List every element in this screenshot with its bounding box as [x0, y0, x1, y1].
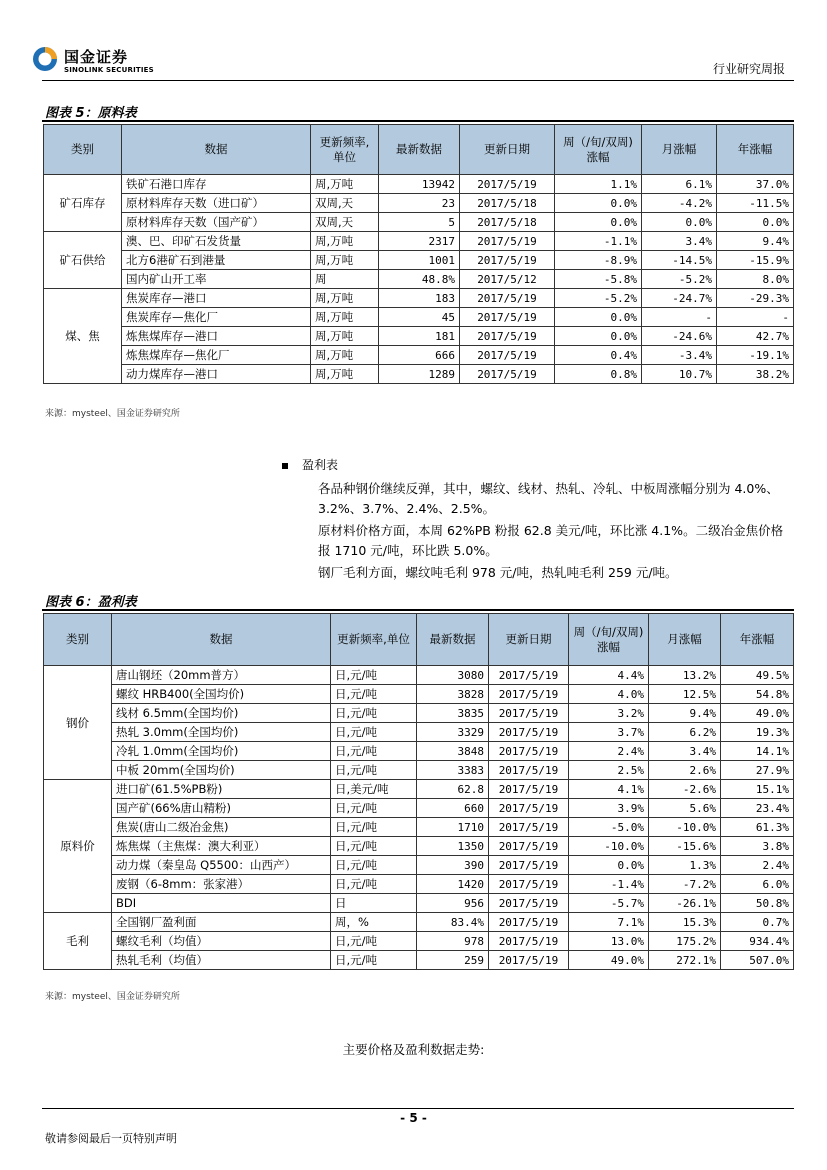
cell-year: -19.1%	[717, 346, 794, 365]
column-header: 最新数据	[379, 125, 460, 175]
cell-unit: 周,万吨	[311, 289, 379, 308]
cell-unit: 周,万吨	[311, 308, 379, 327]
table-row	[44, 666, 794, 685]
cell-latest: 660	[417, 799, 489, 818]
cell-week: -1.4%	[569, 875, 649, 894]
cell-name: 螺纹 HRB400(全国均价)	[112, 685, 331, 704]
cell-week: -1.1%	[555, 232, 642, 251]
paragraph-steel-prices: 各品种钢价继续反弹，其中，螺纹、线材、热轧、冷轧、中板周涨幅分别为 4.0%、3.2%、3.7%、2.4%、2.5%。	[318, 481, 779, 516]
category-cell: 煤、焦	[44, 289, 122, 384]
cell-date: 2017/5/19	[489, 685, 569, 704]
cell-name: 澳、巴、印矿石发货量	[122, 232, 311, 251]
cell-year: 54.8%	[721, 685, 794, 704]
column-header: 更新频率,单位	[331, 614, 417, 666]
cell-latest: 390	[417, 856, 489, 875]
cell-latest: 45	[379, 308, 460, 327]
cell-latest: 978	[417, 932, 489, 951]
cell-date: 2017/5/18	[460, 213, 555, 232]
column-header: 更新日期	[489, 614, 569, 666]
cell-unit: 日,元/吨	[331, 704, 417, 723]
cell-unit: 周,万吨	[311, 232, 379, 251]
cell-date: 2017/5/18	[460, 194, 555, 213]
cell-month: -7.2%	[649, 875, 721, 894]
cell-year: 2.4%	[721, 856, 794, 875]
cell-month: 3.4%	[642, 232, 717, 251]
cell-name: 螺纹毛利（均值）	[112, 932, 331, 951]
cell-year: 0.0%	[717, 213, 794, 232]
cell-name: 热轧毛利（均值）	[112, 951, 331, 970]
column-header: 月涨幅	[649, 614, 721, 666]
cell-latest: 62.8	[417, 780, 489, 799]
cell-name: 冷轧 1.0mm(全国均价)	[112, 742, 331, 761]
cell-year: 9.4%	[717, 232, 794, 251]
cell-date: 2017/5/19	[489, 799, 569, 818]
cell-unit: 日,美元/吨	[331, 780, 417, 799]
cell-unit: 日,元/吨	[331, 837, 417, 856]
table-row	[44, 289, 794, 308]
table5	[43, 124, 794, 384]
table-row	[44, 365, 794, 384]
cell-latest: 3080	[417, 666, 489, 685]
cell-week: 0.0%	[555, 213, 642, 232]
cell-month: 2.6%	[649, 761, 721, 780]
cell-unit: 日,元/吨	[331, 856, 417, 875]
cell-unit: 日,元/吨	[331, 685, 417, 704]
cell-week: -5.0%	[569, 818, 649, 837]
cell-month: 1.3%	[649, 856, 721, 875]
cell-name: 废钢（6-8mm：张家港）	[112, 875, 331, 894]
cell-month: 5.6%	[649, 799, 721, 818]
cell-latest: 181	[379, 327, 460, 346]
cell-year: 6.0%	[721, 875, 794, 894]
cell-year: 49.5%	[721, 666, 794, 685]
cell-date: 2017/5/19	[489, 913, 569, 932]
cell-date: 2017/5/19	[460, 346, 555, 365]
table-row	[44, 327, 794, 346]
cell-name: 热轧 3.0mm(全国均价)	[112, 723, 331, 742]
cell-month: -15.6%	[649, 837, 721, 856]
cell-date: 2017/5/19	[489, 875, 569, 894]
cell-latest: 5	[379, 213, 460, 232]
cell-week: 0.0%	[555, 194, 642, 213]
cell-year: 61.3%	[721, 818, 794, 837]
cell-date: 2017/5/19	[489, 780, 569, 799]
sinolink-logo-icon	[32, 46, 58, 72]
trend-heading: 主要价格及盈利数据走势:	[342, 1042, 485, 1057]
cell-year: 42.7%	[717, 327, 794, 346]
cell-year: 14.1%	[721, 742, 794, 761]
cell-date: 2017/5/19	[489, 704, 569, 723]
table5-title: 图表 5：原料表	[45, 106, 137, 121]
cell-year: 38.2%	[717, 365, 794, 384]
cell-week: -5.7%	[569, 894, 649, 913]
cell-unit: 周,万吨	[311, 175, 379, 194]
column-header: 数据	[122, 125, 311, 175]
cell-week: 13.0%	[569, 932, 649, 951]
cell-name: 动力煤库存—港口	[122, 365, 311, 384]
cell-date: 2017/5/19	[489, 761, 569, 780]
cell-date: 2017/5/19	[489, 666, 569, 685]
cell-week: 3.9%	[569, 799, 649, 818]
column-header: 年涨幅	[717, 125, 794, 175]
table6-title: 图表 6：盈利表	[45, 595, 137, 610]
cell-unit: 双周,天	[311, 194, 379, 213]
cell-unit: 日,元/吨	[331, 818, 417, 837]
cell-month: -4.2%	[642, 194, 717, 213]
cell-name: BDI	[112, 894, 331, 913]
category-cell: 矿石供给	[44, 232, 122, 289]
table-row	[44, 308, 794, 327]
cell-name: 国产矿(66%唐山精粉)	[112, 799, 331, 818]
cell-name: 焦炭(唐山二级冶金焦)	[112, 818, 331, 837]
cell-week: 1.1%	[555, 175, 642, 194]
cell-date: 2017/5/19	[460, 365, 555, 384]
column-header: 数据	[112, 614, 331, 666]
cell-latest: 3329	[417, 723, 489, 742]
cell-week: 4.1%	[569, 780, 649, 799]
section-heading-text: 盈利表	[302, 458, 339, 472]
cell-latest: 1001	[379, 251, 460, 270]
cell-unit: 日,元/吨	[331, 799, 417, 818]
cell-unit: 周	[311, 270, 379, 289]
section-heading	[282, 456, 338, 473]
cell-week: 0.0%	[555, 327, 642, 346]
cell-date: 2017/5/19	[489, 951, 569, 970]
cell-date: 2017/5/19	[460, 251, 555, 270]
cell-unit: 日	[331, 894, 417, 913]
cell-latest: 666	[379, 346, 460, 365]
table-row	[44, 951, 794, 970]
paragraph-raw-materials: 原材料价格方面，本周 62%PB 粉报 62.8 美元/吨，环比涨 4.1%。二级冶金焦价格报 1710 元/吨，环比跌 5.0%。	[318, 523, 784, 558]
cell-month: 6.1%	[642, 175, 717, 194]
cell-year: 15.1%	[721, 780, 794, 799]
column-header: 年涨幅	[721, 614, 794, 666]
cell-year: 8.0%	[717, 270, 794, 289]
cell-latest: 48.8%	[379, 270, 460, 289]
cell-month: 272.1%	[649, 951, 721, 970]
table-row	[44, 194, 794, 213]
cell-latest: 13942	[379, 175, 460, 194]
column-header: 更新日期	[460, 125, 555, 175]
cell-latest: 23	[379, 194, 460, 213]
cell-latest: 3383	[417, 761, 489, 780]
cell-month: -24.6%	[642, 327, 717, 346]
cell-unit: 日,元/吨	[331, 875, 417, 894]
table-row	[44, 723, 794, 742]
table6-title-rule	[42, 609, 794, 611]
table-row	[44, 799, 794, 818]
cell-unit: 日,元/吨	[331, 723, 417, 742]
cell-week: 7.1%	[569, 913, 649, 932]
cell-name: 北方6港矿石到港量	[122, 251, 311, 270]
table-row	[44, 837, 794, 856]
cell-month: 10.7%	[642, 365, 717, 384]
cell-latest: 1350	[417, 837, 489, 856]
table-row	[44, 232, 794, 251]
cell-month: -26.1%	[649, 894, 721, 913]
cell-name: 全国钢厂盈利面	[112, 913, 331, 932]
cell-date: 2017/5/19	[489, 856, 569, 875]
cell-year: 19.3%	[721, 723, 794, 742]
cell-date: 2017/5/19	[489, 894, 569, 913]
cell-name: 原材料库存天数（国产矿）	[122, 213, 311, 232]
cell-unit: 周,万吨	[311, 346, 379, 365]
cell-year: 507.0%	[721, 951, 794, 970]
cell-year: 49.0%	[721, 704, 794, 723]
cell-name: 炼焦煤库存—焦化厂	[122, 346, 311, 365]
table-row	[44, 346, 794, 365]
column-header: 周（/旬/双周)涨幅	[569, 614, 649, 666]
cell-week: 2.5%	[569, 761, 649, 780]
cell-week: -5.2%	[555, 289, 642, 308]
cell-name: 中板 20mm(全国均价)	[112, 761, 331, 780]
cell-latest: 956	[417, 894, 489, 913]
cell-name: 焦炭库存—港口	[122, 289, 311, 308]
cell-week: 4.4%	[569, 666, 649, 685]
cell-year: -	[717, 308, 794, 327]
cell-unit: 周,万吨	[311, 251, 379, 270]
cell-year: 27.9%	[721, 761, 794, 780]
category-cell: 毛利	[44, 913, 112, 970]
cell-unit: 日,元/吨	[331, 666, 417, 685]
column-header: 最新数据	[417, 614, 489, 666]
table-row	[44, 780, 794, 799]
table-row	[44, 251, 794, 270]
table-row	[44, 818, 794, 837]
cell-week: 49.0%	[569, 951, 649, 970]
cell-date: 2017/5/19	[460, 232, 555, 251]
cell-name: 线材 6.5mm(全国均价)	[112, 704, 331, 723]
cell-month: 9.4%	[649, 704, 721, 723]
cell-year: -15.9%	[717, 251, 794, 270]
cell-date: 2017/5/19	[489, 742, 569, 761]
cell-name: 国内矿山开工率	[122, 270, 311, 289]
table-row	[44, 894, 794, 913]
cell-week: 0.4%	[555, 346, 642, 365]
cell-date: 2017/5/19	[460, 327, 555, 346]
cell-month: 175.2%	[649, 932, 721, 951]
cell-month: 12.5%	[649, 685, 721, 704]
cell-unit: 周,万吨	[311, 365, 379, 384]
cell-unit: 双周,天	[311, 213, 379, 232]
cell-name: 焦炭库存—焦化厂	[122, 308, 311, 327]
cell-year: -29.3%	[717, 289, 794, 308]
cell-latest: 3828	[417, 685, 489, 704]
category-cell: 矿石库存	[44, 175, 122, 232]
paragraph-gross-profit: 钢厂毛利方面，螺纹吨毛利 978 元/吨，热轧吨毛利 259 元/吨。	[318, 565, 678, 580]
cell-unit: 周,万吨	[311, 327, 379, 346]
cell-week: -5.8%	[555, 270, 642, 289]
table5-title-rule	[42, 120, 794, 122]
cell-date: 2017/5/19	[489, 818, 569, 837]
table-row	[44, 913, 794, 932]
cell-year: 3.8%	[721, 837, 794, 856]
cell-latest: 83.4%	[417, 913, 489, 932]
cell-name: 进口矿(61.5%PB粉)	[112, 780, 331, 799]
cell-year: 0.7%	[721, 913, 794, 932]
column-header: 类别	[44, 125, 122, 175]
cell-year: -11.5%	[717, 194, 794, 213]
logo-text-cn: 国金证券	[64, 48, 129, 66]
cell-unit: 日,元/吨	[331, 761, 417, 780]
cell-name: 唐山钢坯（20mm普方）	[112, 666, 331, 685]
cell-name: 原材料库存天数（进口矿）	[122, 194, 311, 213]
cell-latest: 1710	[417, 818, 489, 837]
cell-latest: 2317	[379, 232, 460, 251]
cell-date: 2017/5/19	[460, 308, 555, 327]
column-header: 周（/旬/双周)涨幅	[555, 125, 642, 175]
cell-name: 铁矿石港口库存	[122, 175, 311, 194]
table-row	[44, 213, 794, 232]
cell-week: -10.0%	[569, 837, 649, 856]
cell-month: -10.0%	[649, 818, 721, 837]
bullet-square-icon	[282, 463, 288, 469]
table-row	[44, 761, 794, 780]
cell-month: -3.4%	[642, 346, 717, 365]
cell-year: 50.8%	[721, 894, 794, 913]
cell-unit: 日,元/吨	[331, 742, 417, 761]
cell-date: 2017/5/19	[489, 723, 569, 742]
cell-week: 0.8%	[555, 365, 642, 384]
table-row	[44, 175, 794, 194]
cell-week: -8.9%	[555, 251, 642, 270]
cell-date: 2017/5/19	[489, 932, 569, 951]
cell-unit: 日,元/吨	[331, 951, 417, 970]
cell-month: -	[642, 308, 717, 327]
cell-week: 3.7%	[569, 723, 649, 742]
cell-week: 2.4%	[569, 742, 649, 761]
cell-name: 动力煤（秦皇岛 Q5500：山西产）	[112, 856, 331, 875]
cell-name: 炼焦煤（主焦煤：澳大利亚）	[112, 837, 331, 856]
cell-month: 15.3%	[649, 913, 721, 932]
cell-year: 934.4%	[721, 932, 794, 951]
cell-latest: 183	[379, 289, 460, 308]
cell-week: 4.0%	[569, 685, 649, 704]
cell-name: 炼焦煤库存—港口	[122, 327, 311, 346]
page-number: - 5 -	[400, 1111, 427, 1125]
table-row	[44, 856, 794, 875]
cell-month: -2.6%	[649, 780, 721, 799]
footer-divider	[42, 1108, 794, 1109]
cell-month: 6.2%	[649, 723, 721, 742]
table-row	[44, 875, 794, 894]
cell-week: 0.0%	[569, 856, 649, 875]
table-row	[44, 932, 794, 951]
table6-source: 来源：mysteel、国金证券研究所	[45, 992, 180, 1002]
cell-date: 2017/5/12	[460, 270, 555, 289]
table-row	[44, 685, 794, 704]
cell-month: -14.5%	[642, 251, 717, 270]
header-divider	[42, 80, 794, 81]
logo-text-en: SINOLINK SECURITIES	[64, 66, 154, 74]
table-row	[44, 742, 794, 761]
cell-month: -5.2%	[642, 270, 717, 289]
cell-year: 37.0%	[717, 175, 794, 194]
cell-unit: 周，%	[331, 913, 417, 932]
cell-date: 2017/5/19	[489, 837, 569, 856]
cell-month: 3.4%	[649, 742, 721, 761]
cell-month: 0.0%	[642, 213, 717, 232]
cell-latest: 259	[417, 951, 489, 970]
cell-week: 3.2%	[569, 704, 649, 723]
cell-date: 2017/5/19	[460, 175, 555, 194]
cell-unit: 日,元/吨	[331, 932, 417, 951]
cell-month: 13.2%	[649, 666, 721, 685]
column-header: 类别	[44, 614, 112, 666]
table6	[43, 613, 794, 970]
footer-disclaimer: 敬请参阅最后一页特别声明	[45, 1132, 177, 1145]
cell-week: 0.0%	[555, 308, 642, 327]
cell-month: -24.7%	[642, 289, 717, 308]
cell-latest: 1420	[417, 875, 489, 894]
table-row	[44, 704, 794, 723]
cell-latest: 3835	[417, 704, 489, 723]
table5-source: 来源：mysteel、国金证券研究所	[45, 409, 180, 419]
cell-year: 23.4%	[721, 799, 794, 818]
table-row	[44, 270, 794, 289]
cell-date: 2017/5/19	[460, 289, 555, 308]
cell-latest: 3848	[417, 742, 489, 761]
cell-latest: 1289	[379, 365, 460, 384]
report-type: 行业研究周报	[712, 62, 785, 76]
column-header: 更新频率,单位	[311, 125, 379, 175]
category-cell: 原料价	[44, 780, 112, 913]
category-cell: 钢价	[44, 666, 112, 780]
column-header: 月涨幅	[642, 125, 717, 175]
